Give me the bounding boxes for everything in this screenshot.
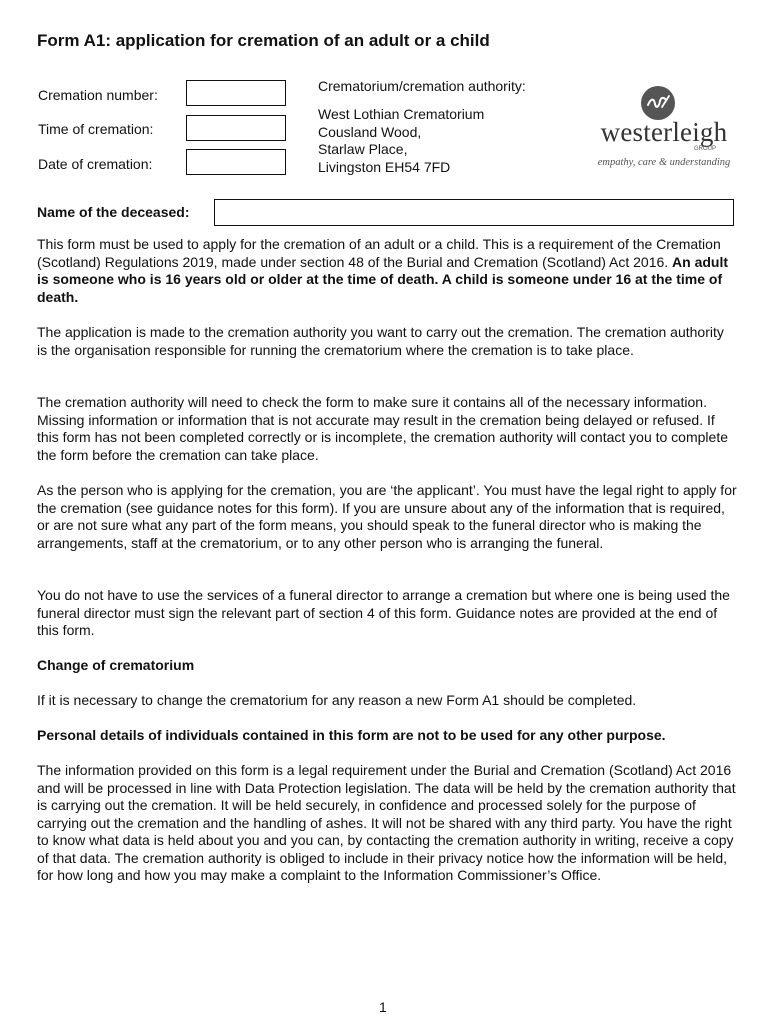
- address-line: Cousland Wood,: [318, 123, 422, 140]
- address-line: Starlaw Place,: [318, 141, 408, 157]
- form-title: Form A1: application for cremation of an adult or a child: [37, 31, 490, 50]
- time-of-cremation-label: Time of cremation:: [38, 121, 154, 137]
- intro-bold-text: An adult is someone who is 16 years old or older at the time of death. A child is someone under 16 at the time of death.: [37, 253, 729, 305]
- page-number: 1: [379, 999, 387, 1015]
- check-paragraph: The cremation authority will need to check the form to make sure it contains all of the necessary information. Missing information or information that is not accurate may result in the cremation being delayed or refused. If this form has not been completed correctly or is incomplete, the cremation authority will contact you to complete the form before the cremation can take place.: [37, 394, 728, 463]
- intro-paragraph: [37, 236, 737, 306]
- logo-group-text: GROUP: [694, 146, 717, 152]
- cremation-number-label: Cremation number:: [38, 87, 158, 103]
- intro-text: This form must be used to apply for the cremation of an adult or a child. This is a requirement of the Cremation (Scotland) Regulations 2019, made under section 48 of the Burial and Cremation (Scotland) Act 2016.: [37, 236, 721, 270]
- application-paragraph: The application is made to the cremation authority you want to carry out the cremation. The cremation authority is the organisation responsible for running the crematorium where the cremation is to take place.: [37, 324, 724, 358]
- address-line: West Lothian Crematorium: [318, 106, 485, 122]
- date-of-cremation-input[interactable]: [186, 149, 286, 175]
- logo-tagline: empathy, care & understanding: [597, 157, 731, 168]
- westerleigh-mark-icon: [640, 85, 676, 121]
- westerleigh-logo: [586, 85, 742, 177]
- deceased-name-label: Name of the deceased:: [37, 204, 190, 220]
- data-protection-paragraph: The information provided on this form is a legal requirement under the Burial and Cremation (Scotland) Act 2016 and will be processed in line with Data Protection legislation. The data will be held by the cremation authority that is carrying out the cremation. It will be held securely, in confidence and processed solely for the purpose of carrying out the cremation and the handling of ashes. It will not be shared with any third party. You have the right to know what data is held about you and you can, by contacting the cremation authority in writing, receive a copy of that data. The cremation authority is obliged to include in their privacy notice how the information will be held, for how long and how you may make a complaint to the Information Commissioner’s Office.: [37, 762, 736, 883]
- cremation-number-input[interactable]: [186, 80, 286, 106]
- authority-heading: Crematorium/cremation authority:: [318, 78, 526, 94]
- logo-wordmark: westerleigh: [600, 117, 728, 147]
- address-line: Livingston EH54 7FD: [318, 158, 451, 175]
- change-crematorium-heading: Change of crematorium: [37, 657, 195, 673]
- authority-address: [318, 106, 484, 176]
- time-of-cremation-input[interactable]: [186, 115, 286, 141]
- applicant-paragraph: As the person who is applying for the cremation, you are ‘the applicant’. You must have the legal right to apply for the cremation (see guidance notes for this form). If you are unsure about any of the information that is required, or are not sure what any part of the form means, you should speak to the funeral director who is making the arrangements, staff at the crematorium, or to any other person who is arranging the funeral.: [37, 482, 737, 551]
- funeral-director-paragraph: You do not have to use the services of a funeral director to arrange a cremation but where one is being used the funeral director must sign the relevant part of section 4 of this form. Guidance notes are provided at the end of this form.: [37, 587, 730, 638]
- change-crematorium-text: If it is necessary to change the crematorium for any reason a new Form A1 should be completed.: [37, 692, 637, 708]
- deceased-name-input[interactable]: [214, 199, 734, 226]
- date-of-cremation-label: Date of cremation:: [38, 156, 153, 172]
- personal-details-notice: Personal details of individuals contained in this form are not to be used for any other purpose.: [37, 727, 666, 743]
